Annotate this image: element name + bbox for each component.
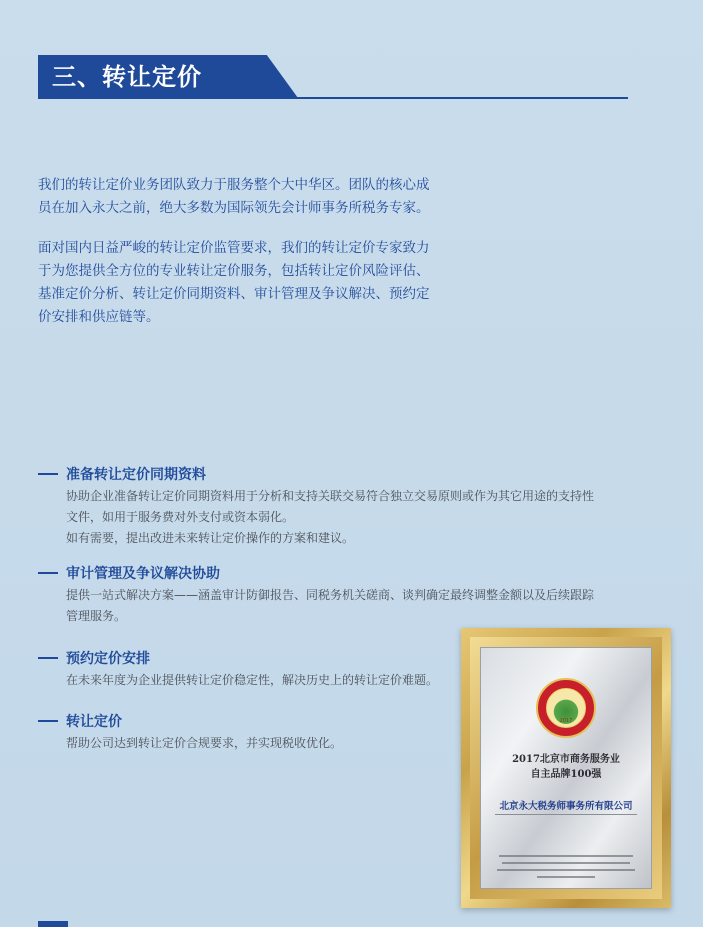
plaque-divider <box>495 814 637 815</box>
award-title <box>481 752 651 782</box>
intro-line: 员在加入永大之前，绝大多数为国际领先会计师事务所税务专家。 <box>38 200 430 216</box>
service-title: 审计管理及争议解决协助 <box>66 566 220 582</box>
award-plaque <box>461 628 671 908</box>
intro-line: 基准定价分析、转让定价同期资料、审计管理及争议解决、预约定 <box>38 286 430 302</box>
dash-bullet-icon <box>38 473 58 475</box>
service-title: 转让定价 <box>66 714 122 730</box>
plaque-plate <box>480 647 652 889</box>
service-desc-line: 帮助公司达到转让定价合规要求，并实现税收优化。 <box>66 736 343 750</box>
issuer-line <box>497 869 634 871</box>
issuer-line <box>502 862 630 864</box>
service-description <box>66 585 648 627</box>
service-item-contemporaneous-documentation <box>38 464 648 549</box>
issuer-line <box>537 876 595 878</box>
issuer-line <box>499 855 633 857</box>
service-item-audit-dispute <box>38 563 648 627</box>
plaque-issuer-text-lines <box>493 850 639 883</box>
dash-bullet-icon <box>38 720 58 722</box>
service-desc-line: 文件，如用于服务费对外支付或资本弱化。 <box>66 510 295 524</box>
dash-bullet-icon <box>38 657 58 659</box>
section-title: 三、转让定价 <box>52 63 202 91</box>
emblem-landscape-icon <box>546 688 586 728</box>
intro-paragraph-2 <box>38 237 478 329</box>
service-description <box>66 486 648 549</box>
award-title-line: 2017北京市商务服务业 <box>512 754 620 765</box>
award-title-line: 自主品牌100强 <box>530 769 602 780</box>
award-company: 北京永大税务师事务所有限公司 <box>499 801 633 812</box>
intro-line: 我们的转让定价业务团队致力于服务整个大中华区。团队的核心成 <box>38 177 430 193</box>
service-desc-line: 在未来年度为企业提供转让定价稳定性，解决历史上的转让定价难题。 <box>66 673 439 687</box>
dash-bullet-icon <box>38 572 58 574</box>
service-desc-line: 管理服务。 <box>66 609 127 623</box>
footer-accent <box>38 921 68 927</box>
intro-line: 于为您提供全方位的专业转让定价服务，包括转让定价风险评估、 <box>38 263 430 279</box>
service-desc-line: 如有需要，提出改进未来转让定价操作的方案和建议。 <box>66 531 355 545</box>
service-desc-line: 提供一站式解决方案——涵盖审计防御报告、同税务机关磋商、谈判确定最终调整金额以及后续跟踪 <box>66 588 595 602</box>
service-title: 预约定价安排 <box>66 651 150 667</box>
service-desc-line: 协助企业准备转让定价同期资料用于分析和支持关联交易符合独立交易原则或作为其它用途的支持性 <box>66 489 595 503</box>
service-title: 准备转让定价同期资料 <box>66 467 206 483</box>
award-emblem-icon <box>536 678 596 738</box>
intro-line: 价安排和供应链等。 <box>38 309 160 325</box>
emblem-year: 2017 <box>559 718 573 724</box>
intro-line: 面对国内日益严峻的转让定价监管要求，我们的转让定价专家致力 <box>38 240 430 256</box>
section-divider <box>38 97 628 99</box>
intro-paragraph-1 <box>38 174 478 220</box>
